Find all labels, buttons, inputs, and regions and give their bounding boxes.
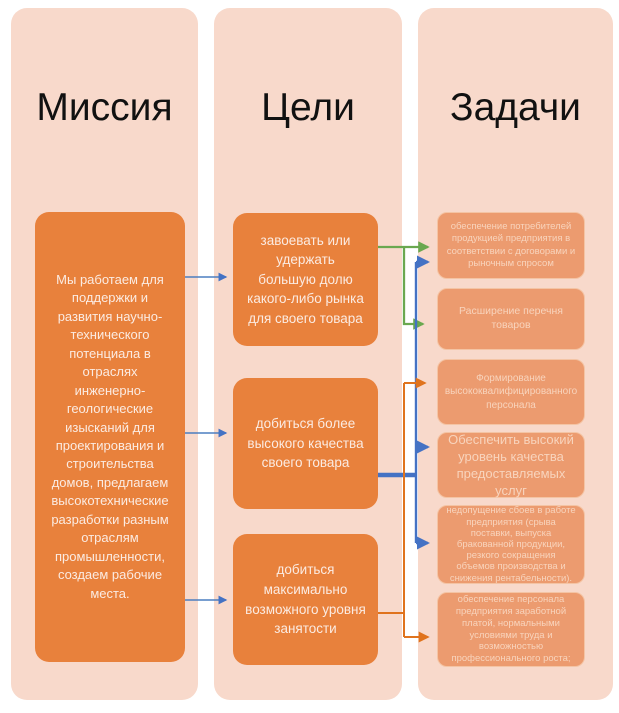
task-box-5-text: недопущение сбоев в работе предприятия (срыва поставки, выпуска бракованной продукции, резкого сокращения объемов производства и снижения рентабельности).: [446, 505, 576, 584]
task-box-4: [437, 432, 585, 498]
mission-box-text: Мы работаем для поддержки и развития научно-технического потенциала в отраслях инженерно-геологические изысканий для проектирования и строительства домов, предлагаем высокотехнические разработки разным отраслям промышленности, создаем рабочие места.: [51, 271, 169, 601]
task-box-2-text: Расширение перечня товаров: [459, 305, 563, 331]
task-box-6-text: обеспечение персонала предприятия заработной платой, нормальными условиями труда и возможностью профессионального роста;: [451, 593, 571, 665]
task-box-4-text: Обеспечить высокий уровень качества предоставляемых услуг: [448, 431, 574, 499]
tasks-column-title: Задачи: [450, 86, 581, 129]
task-box-6: [437, 592, 585, 667]
goal-box-2: [233, 378, 378, 509]
task-box-2: [437, 288, 585, 350]
goal-box-1-text: завоевать или удержать большую долю какого-либо рынка для своего товара: [247, 232, 364, 326]
task-box-1-text: обеспечение потребителей продукцией предприятия в соответствии с договорами и рыночным спросом: [446, 220, 576, 269]
task-box-1: [437, 212, 585, 279]
goals-column-title: Цели: [261, 86, 355, 129]
mission-column-title: Миссия: [36, 86, 173, 129]
goal-box-2-text: добиться более высокого качества своего товара: [247, 416, 364, 471]
task-box-3: [437, 359, 585, 425]
goal-box-1: [233, 213, 378, 346]
goal-box-3: [233, 534, 378, 665]
goal-box-3-text: добиться максимально возможного уровня занятости: [245, 562, 366, 637]
mission-box: [35, 212, 185, 662]
task-box-5: [437, 505, 585, 584]
task-box-3-text: Формирование высококвалифицированного персонала: [444, 372, 578, 411]
